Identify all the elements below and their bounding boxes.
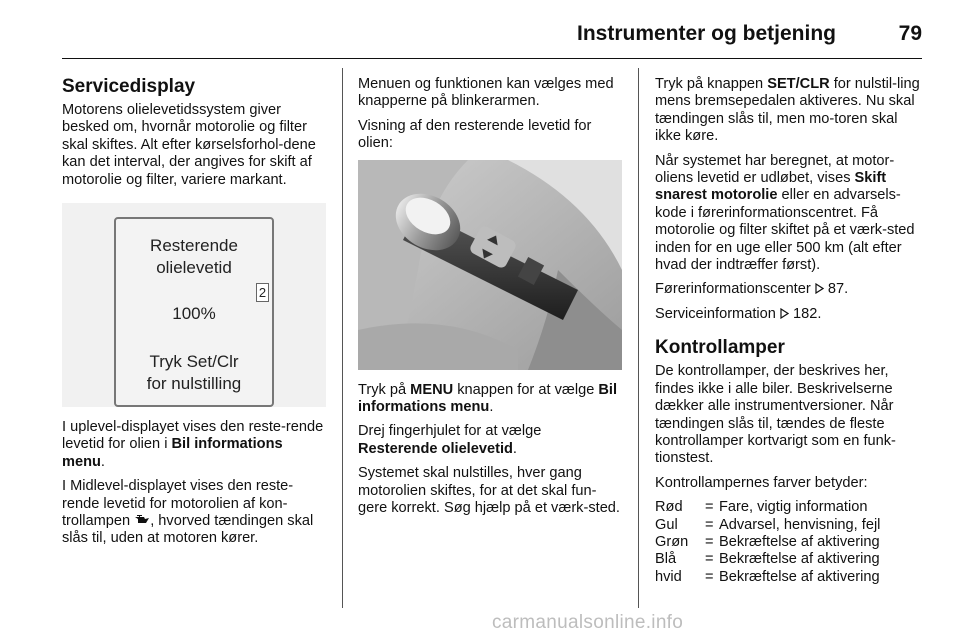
reset-paragraph: Systemet skal nulstilles, hver gang motorolien skiftes, for at det skal fun-gere korrekt. Søg hjælp på et værk-sted. <box>358 465 620 517</box>
legend-value: Advarsel, henvisning, fejl <box>719 516 881 533</box>
setclr-text: Tryk på knappen <box>655 76 768 92</box>
page-header <box>62 14 922 58</box>
indicator-stalk-photo <box>358 160 622 370</box>
oil-expired-paragraph <box>655 153 927 275</box>
menu-paragraph: Menuen og funktionen kan vælges med knapperne på blinkerarmen. <box>358 76 614 110</box>
display-illustration <box>62 203 326 407</box>
display-line-3: Tryk Set/Clr <box>149 352 239 372</box>
uplevel-text-end: . <box>100 453 105 470</box>
display-percent: 100% <box>172 304 216 324</box>
legend-equals: = <box>705 533 714 550</box>
legend-value: Bekræftelse af aktivering <box>719 533 880 550</box>
uplevel-menu-name: Bil informations menu <box>62 436 283 470</box>
uplevel-text: I uplevel-displayet vises den reste-rende levetid for olien i <box>62 419 324 453</box>
reference-driver-info <box>655 281 927 298</box>
setclr-text-end: for nulstil-ling mens bremsepedalen aktiveres. Nu skal tændingen slås til, men mo-toren skal ikke køre. <box>655 76 920 145</box>
legend-value: Bekræftelse af aktivering <box>719 568 880 585</box>
display-line-1: Resterende <box>150 236 238 256</box>
oil-expired-text: Når systemet har beregnet, at motor-oliens levetid er udløbet, vises <box>655 152 895 187</box>
menu-text-1: Tryk på <box>358 381 411 398</box>
midlevel-text: I Midlevel-displayet vises den reste-rende levetid for motorolien af kon-trollampen <box>62 478 294 530</box>
legend-equals: = <box>705 499 714 516</box>
legend-key: hvid <box>655 568 682 585</box>
thumbwheel-text: Drej fingerhjulet for at vælge <box>358 423 542 440</box>
midlevel-text-end: , hvorved tændingen skal slås til, uden at motoren kører. <box>62 513 314 547</box>
legend-row <box>655 499 927 516</box>
reference-service-info-text: Serviceinformation <box>655 305 780 322</box>
column-divider-2 <box>638 68 639 608</box>
reference-service-info <box>655 306 927 323</box>
legend-equals: = <box>705 551 714 568</box>
column-1 <box>62 76 326 555</box>
legend-key: Rød <box>655 499 683 516</box>
setclr-button-name: SET/CLR <box>767 76 830 92</box>
menu-button-paragraph <box>358 382 622 417</box>
legend-value: Fare, vigtig information <box>719 499 868 516</box>
change-oil-message: Skift snarest motorolie <box>655 170 887 204</box>
reference-driver-info-text: Førerinformationscenter <box>655 281 815 298</box>
intro-paragraph: Motorens olielevetidssystem giver besked om, hvornår motorolie og filter skal skiftes. Alt efter kørselsforhol-dene kan det interval, der angives for skift af motorolie og filter, variere markant. <box>62 102 316 188</box>
color-legend <box>655 499 927 586</box>
legend-key: Gul <box>655 516 678 533</box>
display-badge: 2 <box>256 283 269 302</box>
display-line-4: for nulstilling <box>146 374 242 394</box>
page-number: 79 <box>898 22 922 45</box>
legend-row <box>655 517 927 534</box>
legend-key: Blå <box>655 551 677 568</box>
menu-text-3: . <box>489 399 494 416</box>
thumbwheel-paragraph <box>358 423 622 458</box>
thumbwheel-text-end: . <box>512 440 517 457</box>
section-heading-servicedisplay: Servicedisplay <box>62 76 196 97</box>
midlevel-paragraph <box>62 478 326 548</box>
menu-text-2: knappen for at vælge <box>453 381 599 398</box>
arrow-reference-icon <box>815 282 824 293</box>
reference-service-info-page: 182. <box>792 305 822 322</box>
colors-intro: Kontrollampernes farver betyder: <box>655 474 868 491</box>
display-remaining-paragraph: Visning af den resterende levetid for olien: <box>358 117 592 152</box>
column-3 <box>655 76 927 586</box>
menu-name: Bil informations menu <box>358 381 618 416</box>
legend-row <box>655 534 927 551</box>
legend-row <box>655 569 927 586</box>
setclr-paragraph <box>655 76 927 146</box>
column-divider-1 <box>342 68 343 608</box>
uplevel-paragraph <box>62 419 326 471</box>
legend-row <box>655 551 927 568</box>
legend-value: Bekræftelse af aktivering <box>719 551 880 568</box>
watermark: carmanualsonline.info <box>492 612 684 633</box>
menu-button-name: MENU <box>410 381 454 398</box>
reference-driver-info-page: 87. <box>827 281 849 298</box>
warning-lights-paragraph: De kontrollamper, der beskrives her, findes ikke i alle biler. Beskrivelserne dækker alle instrumentversioner. Når tændingen slås til, tændes de fleste kontrollamper kortvarigt som en funk-tionstest. <box>655 363 896 467</box>
arrow-reference-icon <box>780 307 789 318</box>
header-divider <box>62 58 922 59</box>
section-heading-kontrollamper: Kontrollamper <box>655 337 785 359</box>
legend-equals: = <box>705 568 714 585</box>
column-2 <box>358 76 622 524</box>
oil-can-icon <box>134 514 150 526</box>
legend-key: Grøn <box>655 533 689 550</box>
remaining-oil-life-name: Resterende olielevetid <box>358 440 513 457</box>
oil-expired-text-end: eller en advarsels-kode i førerinformationscentret. Få motorolie og filter skiftet på et værk-sted inden for en uge eller 500 km (alt efter hvad der indtræffer først). <box>655 187 915 274</box>
display-line-2: olielevetid <box>156 258 232 278</box>
page-header-title: Instrumenter og betjening <box>576 22 836 45</box>
legend-equals: = <box>705 516 714 533</box>
